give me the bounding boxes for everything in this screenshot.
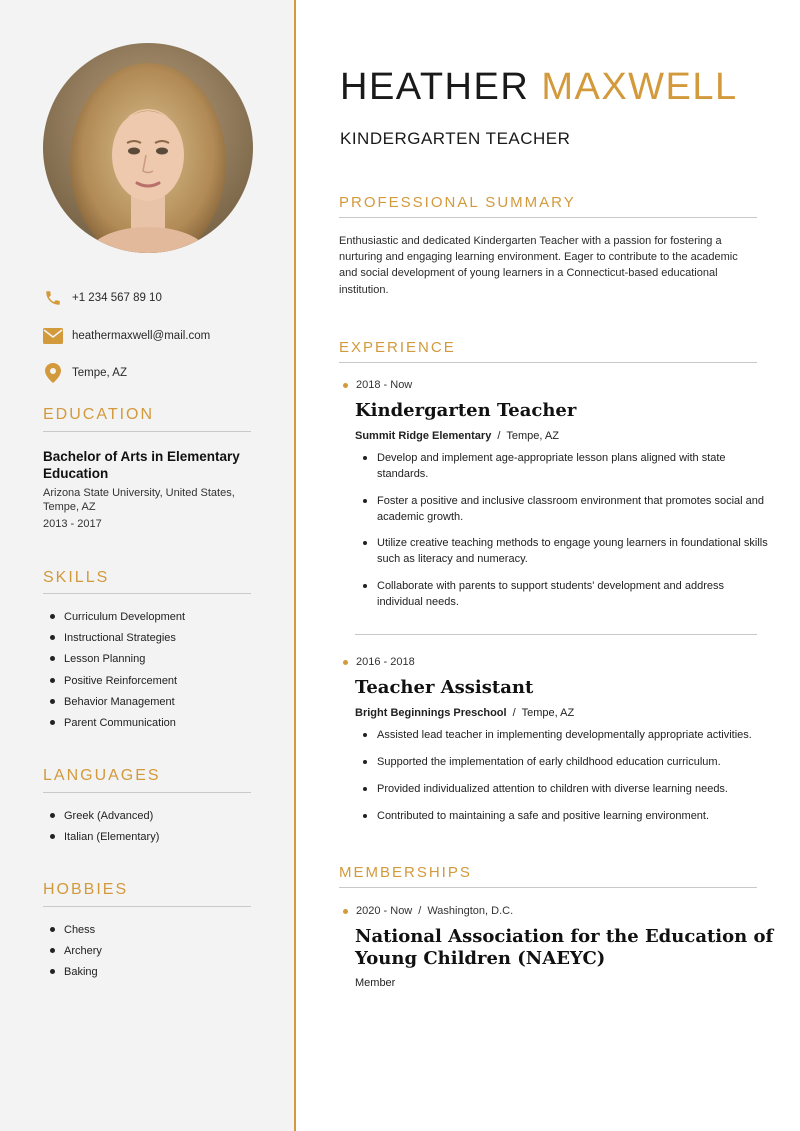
- job-dates-text: 2016 - 2018: [356, 656, 415, 668]
- contact-email: [43, 325, 210, 347]
- job-company: Summit Ridge Elementary: [355, 430, 492, 442]
- last-name: MAXWELL: [541, 66, 738, 108]
- job-bullet: Assisted lead teacher in implementing developmentally appropriate activities.: [362, 727, 782, 743]
- experience-heading: EXPERIENCE: [339, 339, 456, 356]
- job-bullet: Supported the implementation of early childhood education curriculum.: [362, 754, 782, 770]
- skill-item: Lesson Planning: [50, 651, 185, 672]
- education-dates: 2013 - 2017: [43, 518, 102, 530]
- job-bullet: Develop and implement age-appropriate lesson plans aligned with state standards.: [362, 450, 772, 483]
- membership-dates: [343, 905, 513, 917]
- email-address: heathermaxwell@mail.com: [72, 330, 211, 342]
- hobby-item: Baking: [50, 964, 102, 985]
- skills-list: [50, 609, 185, 736]
- job-bullet: Contributed to maintaining a safe and positive learning environment.: [362, 808, 782, 824]
- timeline-dot-icon: [343, 383, 348, 388]
- hobby-item: Chess: [50, 922, 102, 943]
- timeline-dot-icon: [343, 660, 348, 665]
- education-degree: Bachelor of Arts in Elementary Education: [43, 449, 240, 481]
- job-dates-text: 2018 - Now: [356, 379, 413, 391]
- company-separator: /: [512, 707, 516, 719]
- membership-title: National Association for the Education of Young Children (NAEYC): [355, 926, 774, 969]
- skill-item: Parent Communication: [50, 715, 185, 736]
- summary-divider: [339, 217, 757, 218]
- contact-location: [43, 362, 127, 384]
- summary-text: Enthusiastic and dedicated Kindergarten Teacher with a passion for fostering a nurturing and engaging learning environment. Eager to contribute to the academic and social development of young learners in a Connecticut-based educational institution.: [339, 235, 738, 296]
- language-item: Italian (Elementary): [50, 829, 159, 850]
- first-name: HEATHER: [340, 66, 530, 108]
- skills-heading: SKILLS: [43, 569, 110, 586]
- experience-divider: [339, 362, 757, 363]
- education-heading: EDUCATION: [43, 406, 155, 423]
- job-dates: [343, 656, 415, 668]
- location-pin-icon: [43, 363, 63, 383]
- memberships-heading: MEMBERSHIPS: [339, 864, 472, 881]
- company-separator: /: [497, 430, 501, 442]
- contact-phone: [43, 287, 162, 309]
- summary-heading: PROFESSIONAL SUMMARY: [339, 194, 576, 211]
- job-title: Teacher Assistant: [355, 677, 534, 698]
- job-dates: [343, 379, 412, 391]
- job-title: Kindergarten Teacher: [355, 400, 577, 421]
- languages-heading: LANGUAGES: [43, 767, 161, 784]
- location-text: Tempe, AZ: [72, 367, 127, 379]
- job-location: Tempe, AZ: [506, 430, 559, 442]
- profile-photo: [43, 43, 253, 253]
- main-column: [296, 0, 800, 1131]
- skills-divider: [43, 593, 251, 594]
- skill-item: Behavior Management: [50, 694, 185, 715]
- full-name: [340, 66, 738, 109]
- job-bullets: [362, 450, 772, 610]
- membership-location: Washington, D.C.: [427, 905, 514, 917]
- timeline-dot-icon: [343, 909, 348, 914]
- phone-icon: [43, 288, 63, 308]
- skill-item: Instructional Strategies: [50, 630, 185, 651]
- job-bullet: Collaborate with parents to support students' development and address individual needs.: [362, 578, 772, 611]
- phone-number: +1 234 567 89 10: [72, 292, 162, 304]
- membership-role: Member: [355, 977, 396, 989]
- skill-item: Curriculum Development: [50, 609, 185, 630]
- membership-dates-text: 2020 - Now: [356, 905, 413, 917]
- sidebar: [0, 0, 294, 1131]
- job-bullet: Provided individualized attention to children with diverse learning needs.: [362, 781, 782, 797]
- membership-separator: /: [418, 905, 422, 917]
- job-company: Bright Beginnings Preschool: [355, 707, 507, 719]
- job-location: Tempe, AZ: [521, 707, 575, 719]
- job-bullet: Foster a positive and inclusive classroom environment that promotes social and academic growth.: [362, 493, 772, 526]
- mail-icon: [43, 326, 63, 346]
- languages-divider: [43, 792, 251, 793]
- memberships-divider: [339, 887, 757, 888]
- job-company-row: [355, 430, 559, 442]
- job-divider: [355, 634, 757, 635]
- job-role-title: KINDERGARTEN TEACHER: [340, 129, 571, 148]
- skill-item: Positive Reinforcement: [50, 673, 185, 694]
- job-bullets: [362, 727, 782, 824]
- hobbies-list: [50, 922, 102, 986]
- languages-list: [50, 808, 159, 850]
- job-bullet: Utilize creative teaching methods to engage young learners in foundational skills such as literacy and numeracy.: [362, 535, 772, 568]
- hobby-item: Archery: [50, 943, 102, 964]
- education-divider: [43, 431, 251, 432]
- hobbies-heading: HOBBIES: [43, 881, 129, 898]
- education-school: Arizona State University, United States, Tempe, AZ: [43, 487, 235, 513]
- job-company-row: [355, 707, 574, 719]
- language-item: Greek (Advanced): [50, 808, 159, 829]
- hobbies-divider: [43, 906, 251, 907]
